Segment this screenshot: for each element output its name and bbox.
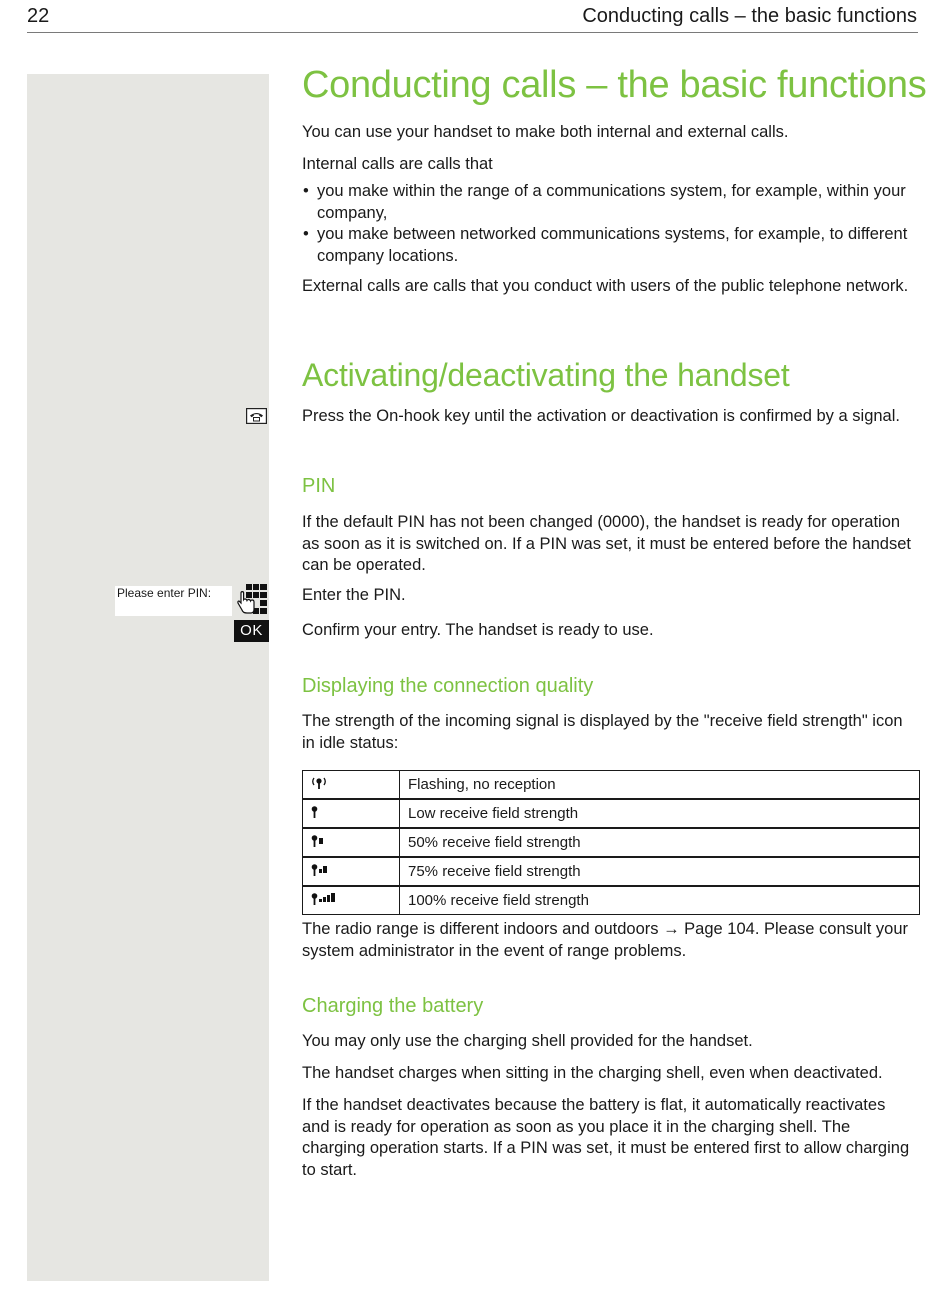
activation-text: Press the On-hook key until the activation or deactivation is confirmed by a signal.: [302, 407, 900, 425]
charging-paragraph-1: You may only use the charging shell provided for the handset.: [302, 1032, 753, 1050]
signal-3-icon: [311, 863, 337, 877]
internal-calls-list: [302, 181, 916, 267]
internal-calls-lead: Internal calls are calls that: [302, 155, 493, 173]
display-prompt: Please enter PIN:: [115, 586, 232, 616]
table-row: [303, 886, 920, 915]
table-row: [303, 857, 920, 886]
table-cell: 100% receive field strength: [400, 886, 920, 915]
signal-2-icon: [311, 834, 337, 848]
enter-pin-text: Enter the PIN.: [302, 586, 406, 604]
table-cell: Flashing, no reception: [400, 771, 920, 800]
table-row: [303, 828, 920, 857]
page-title: Conducting calls – the basic functions: [302, 64, 927, 106]
table-row: [303, 771, 920, 800]
intro-paragraph: You can use your handset to make both internal and external calls.: [302, 123, 789, 141]
keypad-icon: [237, 583, 268, 615]
external-calls-paragraph: External calls are calls that you conduct with users of the public telephone network.: [302, 277, 909, 295]
charging-paragraph-3: If the handset deactivates because the battery is flat, it automatically reactivates and is ready for operation as soon as you place it in the charging shell. The charging operation starts. If a PIN was set, it must be entered first to allow charging to start.: [302, 1096, 910, 1179]
ok-key: OK: [234, 620, 269, 642]
header-divider: [27, 32, 918, 33]
signal-strength-table: [302, 770, 920, 915]
charging-paragraph-2: The handset charges when sitting in the charging shell, even when deactivated.: [302, 1064, 883, 1082]
table-row: [303, 799, 920, 828]
table-cell: 75% receive field strength: [400, 857, 920, 886]
radio-range-text: The radio range is different indoors and outdoors → Page 104. Please consult your system administrator in the event of range problems.: [302, 920, 908, 960]
section-heading-pin: PIN: [302, 475, 336, 497]
confirm-entry-text: Confirm your entry. The handset is ready to use.: [302, 621, 654, 639]
pin-paragraph: If the default PIN has not been changed (0000), the handset is ready for operation as soon as it is switched on. If a PIN was set, it must be entered before the handset can be operated.: [302, 513, 911, 574]
connection-quality-text: The strength of the incoming signal is displayed by the "receive field strength" icon in idle status:: [302, 712, 903, 752]
page-number: 22: [27, 5, 50, 27]
signal-1-icon: [311, 805, 337, 819]
list-item: • you make between networked communications systems, for example, to different company locations.: [302, 224, 916, 267]
running-header-title: Conducting calls – the basic functions: [582, 5, 917, 27]
on-hook-key-icon: [246, 408, 267, 424]
table-cell: Low receive field strength: [400, 799, 920, 828]
margin-column: [27, 74, 269, 1281]
no-reception-icon: [311, 776, 327, 790]
section-heading-connection-quality: Displaying the connection quality: [302, 675, 594, 697]
signal-4-icon: [311, 892, 341, 906]
section-heading-activation: Activating/deactivating the handset: [302, 357, 790, 393]
list-item: • you make within the range of a communications system, for example, within your company,: [302, 181, 916, 224]
section-heading-charging: Charging the battery: [302, 995, 484, 1017]
table-cell: 50% receive field strength: [400, 828, 920, 857]
